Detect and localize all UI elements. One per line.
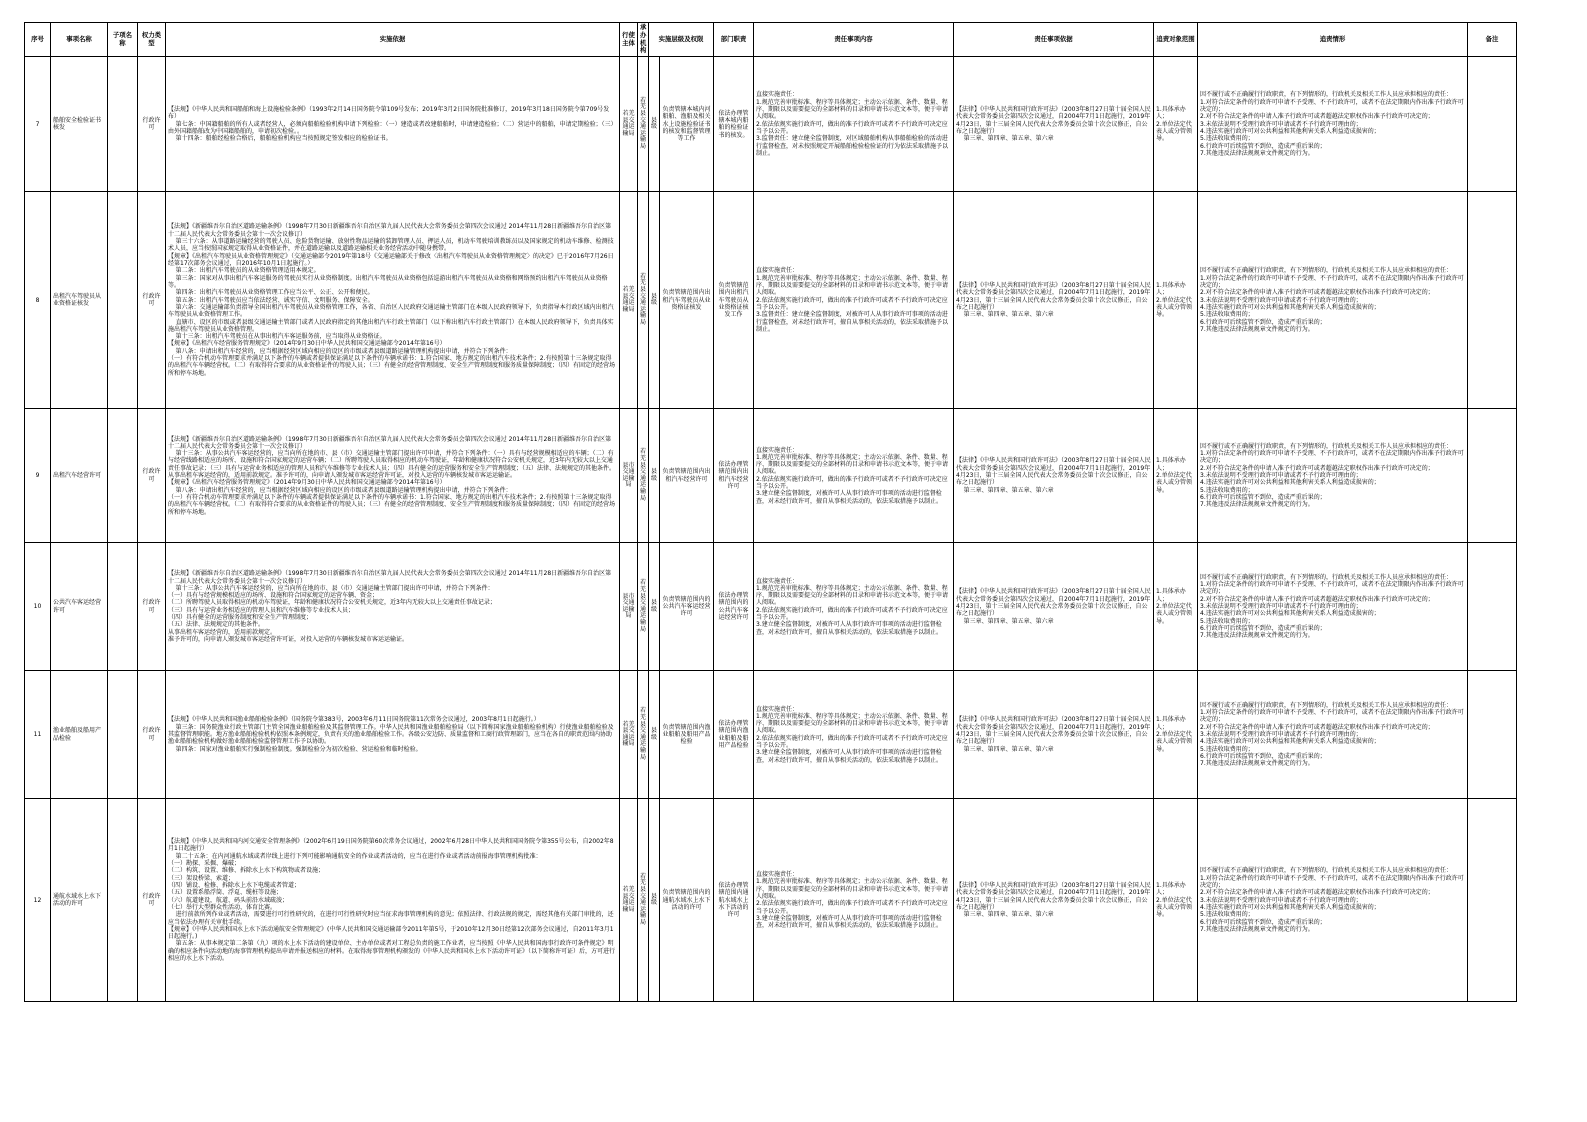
cell-name: 通航水域水上水下活动的许可 [51, 799, 108, 1002]
cell-subname [108, 799, 138, 1002]
cell-basis: 【法规】《中华人民共和国渔业船舶检验条例》（国务院令第383号，2003年6月11日国务院第11次常务会议通过，2003年8月1日起施行。） 第三条：国务院渔业行政主管部门主管全国渔业船舶检验及其监督管理工作。中华人民共和国渔业船舶检验局（以下简称国家渔业船舶检验机构）行使渔业船舶检验及其监督管理职能。地方渔业船舶检验机构依照本条例规定，负责有关的渔业船舶检验工作。各级公安边防、质量监督和工商行政管理部门，应当在各自的职责范围内协助渔业船舶检验机构做好渔业船舶检验监督管理工作予以协助。 第四条：国家对渔业船舶实行强制检验制度。强制检验分为初次检验、营运检验和临时检验。 [166, 671, 620, 799]
cell-name: 出租汽车驾驶员从业资格证核发 [51, 192, 108, 409]
cell-level-desc: 负责管辖范围内出租汽车驾驶员从业资格证核发 [660, 192, 714, 409]
table-row [25, 409, 1517, 543]
cell-level: 县级 [649, 799, 660, 1002]
cell-level-desc: 负责管辖本城内河船舶、渔船及相关水上设施检验证书的核发和监督管理等工作 [660, 57, 714, 192]
cell-basis: 【法规】《新疆维吾尔自治区道路运输条例》（1998年7月30日新疆维吾尔自治区第九届人民代表大会常务委员会第四次会议通过 2014年11月28日新疆维吾尔自治区第十二届人民代表大会常务委员会第十一次会议修订） 第十三条：从事公共汽车客运经营的，应当向所在地的市、县（市）交通运输主管部门提出许可申请，并符合下列条件：（一）具有与经营规模相适应的车辆；（二）有与经营线路相适应的场所、设施和符合国家规定的运营车辆；（二）所聘驾驶人员取得相应的机动车驾驶证，年龄和健康状况符合公安机关规定，近3年内无较大以上交通责任事故记录；（三）具有与运营业务相适应的管理人员和汽车维修等专业技术人员；（四）具有健全的运营服务和安全生产管理制度；（五）法律、法规规定的其他条件。从事出租车客运经营的，适用前款规定。准予许可的，向申请人颁发城市客运经营许可证，对投入运营的车辆核发城市客运运输证。 【规章】《出租汽车经营服务管理规定》（2014年9月30日中华人民共和国交通运输部令2014年第16号） 第八条：申请出租汽车经营的，应当根据经营区域向相应的设区的市级或者县级道路运输管理机构提出申请，并符合下列条件： （一）有符合机动车管理要求并满足以下条件的车辆或者提供保证满足以下条件的车辆承诺书：1.符合国家、地方规定的出租汽车技术条件；2.有按照第十三条规定取得的出租汽车车辆经营权。（二）有取得符合要求的从业资格证件的驾驶人员；（三）有健全的经营管理制度、安全生产管理制度和服务质量保障制度；（四）有固定的经营场所和停车场地。 [166, 409, 620, 543]
cell-level: 县级 [649, 543, 660, 671]
cell-dept-duty: 依法办理管辖范围内出租汽车经营许可 [714, 409, 754, 543]
header-power-type: 权力类型 [138, 23, 166, 57]
header-remark: 备注 [1468, 23, 1517, 57]
cell-resp-basis: 【法律】《中华人民共和国行政许可法》（2003年8月27日第十届全国人民代表大会常务委员会第四次会议通过，自2004年7月1日起施行，2019年4月23日，第十三届全国人民代表大会常务委员会第十次会议修正，自公布之日起施行） 第三章、第四章、第五章、第六章 [954, 57, 1154, 192]
cell-seq: 8 [25, 192, 51, 409]
cell-resp-basis: 【法律】《中华人民共和国行政许可法》（2003年8月27日第十届全国人民代表大会常务委员会第四次会议通过，自2004年7月1日起施行，2019年4月23日，第十三届全国人民代表大会常务委员会第十次会议修正，自公布之日起施行） 第三章、第四章、第五章、第六章 [954, 409, 1154, 543]
responsibility-table [24, 22, 1517, 1002]
cell-subject: 若羌县交通运输局 [620, 799, 638, 1002]
cell-resp-basis: 【法律】《中华人民共和国行政许可法》（2003年8月27日第十届全国人民代表大会常务委员会第四次会议通过，自2004年7月1日起施行，2019年4月23日，第十三届全国人民代表大会常务委员会第十次会议修正，自公布之日起施行） 第三章、第四章、第五章、第六章 [954, 671, 1154, 799]
cell-power-type: 行政许可 [138, 799, 166, 1002]
table-row [25, 799, 1517, 1002]
cell-subject: 县市交通运输局 [620, 543, 638, 671]
cell-name: 渔业船舶及船用产品检验 [51, 671, 108, 799]
cell-seq: 7 [25, 57, 51, 192]
cell-remark [1468, 192, 1517, 409]
cell-power-type: 行政许可 [138, 543, 166, 671]
cell-level: 县级 [649, 57, 660, 192]
cell-subname [108, 57, 138, 192]
cell-resp-basis: 【法律】《中华人民共和国行政许可法》（2003年8月27日第十届全国人民代表大会常务委员会第四次会议通过，自2004年7月1日起施行，2019年4月23日，第十三届全国人民代表大会常务委员会第十次会议修正，自公布之日起施行） 第三章、第四章、第五章、第六章 [954, 192, 1154, 409]
cell-dept-duty: 依法办理管辖范围内的公共汽车客运经营许可 [714, 543, 754, 671]
cell-level: 县级 [649, 671, 660, 799]
header-seq: 序号 [25, 23, 51, 57]
cell-resp-content: 直接实施责任： 1.规范完善审批标准、程序等具体规定；主动公示依据、条件、数量、程序、期限以及需要提交的全部材料的目录和申请书示范文本等，便于申请人阅取。 2.依法依规实施行政许可，做出的准予行政许可或者不予行政许可决定应当予以公开。 3.建立健全监督制度，对被许可人从事行政许可事项的活动进行监督检查，对未经行政许可，擅自从事相关活动的，依法采取措施予以制止。 [754, 543, 954, 671]
cell-org: 若羌县交通运输局 [638, 409, 649, 543]
cell-power-type: 行政许可 [138, 57, 166, 192]
cell-org: 若羌县交通运输局 [638, 57, 649, 192]
cell-basis: 【法规】《新疆维吾尔自治区道路运输条例》（1998年7月30日新疆维吾尔自治区第九届人民代表大会常务委员会第四次会议通过 2014年11月28日新疆维吾尔自治区第十二届人民代表大会常务委员会第十一次会议修订） 第十三条：从事公共汽车客运经营的，应当向所在地的市、县（市）交通运输主管部门提出许可申请，并符合下列条件： （一）具有与经营规模相适应的场所、设施和符合国家规定的运营车辆、资金； （二）所聘驾驶人员取得相应的机动车驾驶证，年龄和健康状况符合公安机关规定，近3年内无较大以上交通责任事故记录； （三）具有与运营业务相适应的管理人员和汽车维修等专业技术人员； （四）具有健全的运营服务制度和安全生产管理制度； （五）法律、法规规定的其他条件。 从事出租车客运经营的，适用前款规定。 准予许可的，向申请人颁发城市客运经营许可证，对投入运营的车辆核发城市客运运输证。 [166, 543, 620, 671]
cell-dept-duty: 依法办理管辖本城内船舶的检验证书的核发。 [714, 57, 754, 192]
header-resp-content: 责任事项内容 [754, 23, 954, 57]
cell-situation: 因不履行或不正确履行行政职责，有下列情形的，行政机关及相关工作人员应承担相应的责任： 1.对符合法定条件的行政许可申请不予受理、不予行政许可，或者不在法定期限内作出准予行政许可决定的； 2.对不符合法定条件的申请人准予行政许可或者超越法定职权作出准予行政许可决定的； 3.未依法说明不受理行政许可申请或者不予行政许可理由的； 4.违法实施行政许可对公共利益和其他利害关系人利益造成损害的； 5.违法收取费用的； 6.行政许可后续监管不到位，造成严重后果的； 7.其他违反法律法规规章文件规定的行为。 [1198, 57, 1468, 192]
header-subname: 子项名称 [108, 23, 138, 57]
cell-situation: 因不履行或不正确履行行政职责，有下列情形的，行政机关及相关工作人员应承担相应的责任： 1.对符合法定条件的行政许可申请不予受理、不予行政许可，或者不在法定期限内作出准予行政许可决定的； 2.对不符合法定条件的申请人准予行政许可或者超越法定职权作出准予行政许可决定的； 3.未依法说明不受理行政许可申请或者不予行政许可理由的； 4.违法实施行政许可对公共利益和其他利害关系人利益造成损害的； 5.违法收取费用的； 6.行政许可后续监管不到位，造成严重后果的； 7.其他违反法律法规规章文件规定的行为。 [1198, 543, 1468, 671]
header-dept-duty: 部门职责 [714, 23, 754, 57]
table-row [25, 192, 1517, 409]
cell-target: 1.具体承办人； 2.单位法定代表人或分管领导。 [1154, 192, 1198, 409]
cell-name: 船舶安全检验证书核发 [51, 57, 108, 192]
cell-subname [108, 671, 138, 799]
cell-situation: 因不履行或不正确履行行政职责，有下列情形的，行政机关及相关工作人员应承担相应的责任： 1.对符合法定条件的行政许可申请不予受理、不予行政许可，或者不在法定期限内作出准予行政许可决定的； 2.对不符合法定条件的申请人准予行政许可或者超越法定职权作出准予行政许可决定的； 3.未依法说明不受理行政许可申请或者不予行政许可理由的； 4.违法实施行政许可对公共利益和其他利害关系人利益造成损害的； 5.违法收取费用的； 6.行政许可后续监管不到位，造成严重后果的； 7.其他违反法律法规规章文件规定的行为。 [1198, 799, 1468, 1002]
cell-name: 出租汽车经营许可 [51, 409, 108, 543]
table-row [25, 543, 1517, 671]
cell-basis: 【法规】《中华人民共和国船舶和海上设施检验条例》（1993年2月14日国务院令第109号发布；2019年3月2日国务院批准修订，2019年3月18日国务院令第709号发布） 第七条：中国籍船舶的所有人或者经营人，必须向船舶检验机构申请下列检验：（一）建造或者改建船舶时，申请建造检验；（二）营运中的船舶，申请定期检验；（三）由外国籍船舶改为中国籍船舶的，申请初次检验。。 第十四条：船舶经检验合格后，船舶检验机构应当按照规定签发相应的检验证书。 [166, 57, 620, 192]
cell-target: 1.具体承办人； 2.单位法定代表人或分管领导。 [1154, 671, 1198, 799]
cell-situation: 因不履行或不正确履行行政职责，有下列情形的，行政机关及相关工作人员应承担相应的责任： 1.对符合法定条件的行政许可申请不予受理、不予行政许可，或者不在法定期限内作出准予行政许可决定的； 2.对不符合法定条件的申请人准予行政许可或者超越法定职权作出准予行政许可决定的； 3.未依法说明不受理行政许可申请或者不予行政许可理由的； 4.违法实施行政许可对公共利益和其他利害关系人利益造成损害的； 5.违法收取费用的； 6.行政许可后续监管不到位，造成严重后果的； 7.其他违反法律法规规章文件规定的行为。 [1198, 192, 1468, 409]
cell-remark [1468, 57, 1517, 192]
cell-resp-basis: 【法律】《中华人民共和国行政许可法》（2003年8月27日第十届全国人民代表大会常务委员会第四次会议通过，自2004年7月1日起施行，2019年4月23日，第十三届全国人民代表大会常务委员会第十次会议修正，自公布之日起施行） 第三章、第四章、第五章、第六章 [954, 799, 1154, 1002]
cell-level-desc: 负责管辖范围内的通航水域水上水下活动的许可 [660, 799, 714, 1002]
cell-resp-content: 直接实施责任： 1.规范完善审批标准、程序等具体规定；主动公示依据、条件、数量、程序、期限以及需要提交的全部材料的目录和申请书示范文本等，便于申请人阅取。 2.依法依规实施行政许可，做出的准予行政许可或者不予行政许可决定应当予以公开。 3.建立健全监督制度，对被许可人从事行政许可事项的活动进行监督检查，对未经行政许可，擅自从事相关活动的，依法采取措施予以制止。 [754, 799, 954, 1002]
cell-situation: 因不履行或不正确履行行政职责，有下列情形的，行政机关及相关工作人员应承担相应的责任： 1.对符合法定条件的行政许可申请不予受理、不予行政许可，或者不在法定期限内作出准予行政许可决定的； 2.对不符合法定条件的申请人准予行政许可或者超越法定职权作出准予行政许可决定的； 3.未依法说明不受理行政许可申请或者不予行政许可理由的； 4.违法实施行政许可对公共利益和其他利害关系人利益造成损害的； 5.违法收取费用的； 6.行政许可后续监管不到位，造成严重后果的； 7.其他违反法律法规规章文件规定的行为。 [1198, 671, 1468, 799]
cell-seq: 11 [25, 671, 51, 799]
header-target: 追责对象范围 [1154, 23, 1198, 57]
cell-level-desc: 负责管辖范围内的公共汽车客运经营许可 [660, 543, 714, 671]
header-name: 事项名称 [51, 23, 108, 57]
cell-seq: 10 [25, 543, 51, 671]
cell-subject: 若羌县交通运输局 [620, 192, 638, 409]
cell-subname [108, 192, 138, 409]
cell-level: 县级 [649, 409, 660, 543]
cell-level-desc: 负责管辖范围内渔业船舶及船用产品检验 [660, 671, 714, 799]
cell-org: 若羌县交通运输局 [638, 671, 649, 799]
header-resp-basis: 责任事项依据 [954, 23, 1154, 57]
header-org: 承办机构 [638, 23, 649, 57]
cell-power-type: 行政许可 [138, 192, 166, 409]
cell-resp-basis: 【法律】《中华人民共和国行政许可法》（2003年8月27日第十届全国人民代表大会常务委员会第四次会议通过，自2004年7月1日起施行，2019年4月23日，第十三届全国人民代表大会常务委员会第十次会议修正，自公布之日起施行） 第三章、第四章、第五章、第六章 [954, 543, 1154, 671]
cell-org: 若羌县交通运输局 [638, 543, 649, 671]
cell-org: 若羌县交通运输局 [638, 192, 649, 409]
cell-level: 县级 [649, 192, 660, 409]
header-row [25, 23, 1517, 57]
cell-seq: 12 [25, 799, 51, 1002]
cell-target: 1.具体承办人； 2.单位法定代表人或分管领导。 [1154, 799, 1198, 1002]
cell-resp-content: 直接实施责任： 1.规范完善审批标准、程序等具体规定；主动公示依据、条件、数量、程序、期限以及需要提交的全部材料的目录和申请书示范文本等，便于申请人阅取。 2.依法依规实施行政许可，做出的准予行政许可或者不予行政许可决定应当予以公开。 3.建立健全监督制度，对被许可人从事行政许可事项的活动进行监督检查，对未经行政许可，擅自从事相关活动的，依法采取措施予以制止。 [754, 671, 954, 799]
cell-remark [1468, 409, 1517, 543]
cell-seq: 9 [25, 409, 51, 543]
cell-dept-duty: 依法办理管辖范围内通航水域水上水下活动的许可 [714, 799, 754, 1002]
cell-name: 公共汽车客运经营许可 [51, 543, 108, 671]
cell-level-desc: 负责管辖范围内出租汽车经营许可 [660, 409, 714, 543]
cell-power-type: 行政许可 [138, 671, 166, 799]
cell-subname [108, 409, 138, 543]
cell-resp-content: 直接实施责任： 1.规范完善审批标准、程序等具体规定；主动公示依据、条件、数量、程序、期限以及需要提交的全部材料的目录和申请书示范文本等，便于申请人阅取。 2.依法依规实施行政许可，做出的准予行政许可或者不予行政许可决定应当予以公开。 3.监督责任：建立健全监督制度，对区域船舶机构从事船舶检验的活动进行监督检查，对未按照规定开展船舶检验检验证的行为依法采取措施予以制止。 [754, 57, 954, 192]
cell-subject: 县市交通运输局 [620, 409, 638, 543]
table-row [25, 57, 1517, 192]
cell-subject: 若羌县交通运输局 [620, 57, 638, 192]
table-row [25, 671, 1517, 799]
cell-target: 1.具体承办人； 2.单位法定代表人或分管领导。 [1154, 543, 1198, 671]
cell-subname [108, 543, 138, 671]
header-subject: 行使主体 [620, 23, 638, 57]
cell-dept-duty: 负责管辖范围内出租汽车驾驶员从业资格证核发工作 [714, 192, 754, 409]
header-level: 实施层级及权限 [649, 23, 714, 57]
cell-remark [1468, 671, 1517, 799]
cell-basis: 【法规】《新疆维吾尔自治区道路运输条例》（1998年7月30日新疆维吾尔自治区第九届人民代表大会常务委员会第四次会议通过 2014年11月28日新疆维吾尔自治区第十二届人民代表大会常务委员会第十一次会议修订） 第三十六条：从事道路运输经营的驾驶人员、危险货物运输、放射性物品运输的装卸管理人员、押运人员，机动车驾驶培训教练员以及国家规定的机动车维修、检测技术人员，应当按照国家规定取得从业资格证件，并在道路运输以及道路运输相关业务经营活动中随身携带。 【规章】《出租汽车驾驶员从业资格管理规定》（交通运输部令2019年第18号《交通运输部关于修改〈出租汽车驾驶员从业资格管理规定〉的决定》已于2016年7月26日经第17次部务会议通过，自2016年10月1日起施行。） 第二条：出租汽车驾驶员的从业资格管理适用本规定。 第三条：国家对从事出租汽车客运服务的驾驶员实行从业资格制度。出租汽车驾驶员从业资格包括巡游出租汽车驾驶员从业资格和网络预约出租汽车驾驶员从业资格等。 第四条：出租汽车驾驶员从业资格管理工作应当公平、公正、公开和便民。 第五条：出租汽车驾驶员应当依法经营、诚实守信、文明服务、保障安全。 第六条：交通运输部负责指导全国出租汽车驾驶员从业资格管理工作，各省、自治区人民政府交通运输主管部门在本级人民政府领导下，负责指导本行政区域内出租汽车驾驶员从业资格管理工作。 直辖市、设区的市级或者县级交通运输主管部门或者人民政府指定的其他出租汽车行政主管部门（以下称出租汽车行政主管部门）在本级人民政府领导下，负责具体实施出租汽车驾驶员从业资格管理。 第十三条：出租汽车驾驶员在从事出租汽车客运服务前，应当取得从业资格证。 【规章】《出租汽车经营服务管理规定》（2014年9月30日中华人民共和国交通运输部令2014年第16号） 第八条：申请出租汽车经营的，应当根据经营区域向相应的设区的市级或者县级道路运输管理机构提出申请，并符合下列条件： （一）有符合机动车管理要求并满足以下条件的车辆或者提供保证满足以下条件的车辆承诺书：1.符合国家、地方规定的出租汽车技术条件；2.有按照第十三条规定取得的出租汽车车辆经营权。（二）有取得符合要求的从业资格证件的驾驶人员；（三）有健全的经营管理制度、安全生产管理制度和服务质量保障制度；（四）有固定的经营场所和停车场地。 [166, 192, 620, 409]
cell-basis: 【法规】《中华人民共和国内河交通安全管理条例》（2002年6月19日国务院第60次常务会议通过，2002年6月28日中华人民共和国国务院令第355号公布，自2002年8月1日起施行） 第二十五条：在内河通航水域或者岸线上进行下列可能影响通航安全的作业或者活动的，应当在进行作业或者活动前报海事管理机构批准： （一）勘探、采掘、爆破； （二）构筑、设置、维修、拆除水上水下构筑物或者设施； （三）架设桥梁、索道； （四）铺设、检修、拆除水上水下电缆或者管道； （五）设置系船浮筒、浮趸、缆桩等设施； （六）航道建设，航道、码头前沿水域疏浚； （七）举行大型群众性活动、体育比赛。 进行前款所列作业或者活动，需要进行可行性研究的，在进行可行性研究时应当征求海事管理机构的意见；依照法律、行政法规的规定，需经其他有关部门审批的，还应当依法办理有关审批手续。 【规章】《中华人民共和国水上水下活动通航安全管理规定》(中华人民共和国交通运输部令2011年第5号，于2010年12月30日经第12次部务会议通过，自2011年3月1日起施行。) 第五条：从事本规定第二条第（九）项的水上水下活动的建设单位、主办单位或者对工程总负责的施工作业者，应当按照《中华人民共和国海事行政许可条件规定》明确的相应条件向活动地的海事管理机构提出申请并报送相应的材料。在取得海事管理机构颁发的《中华人民共和国水上水下活动许可证》（以下简称许可证）后，方可进行相应的水上水下活动。 [166, 799, 620, 1002]
cell-subject: 若羌县交通运输局 [620, 671, 638, 799]
cell-remark [1468, 543, 1517, 671]
cell-resp-content: 直接实施责任： 1.规范完善审批标准、程序等具体规定；主动公示依据、条件、数量、程序、期限以及需要提交的全部材料的目录和申请书示范文本等，便于申请人阅取。 2.依法依规实施行政许可，做出的准予行政许可或者不予行政许可决定应当予以公开。 3.监督责任：建立健全监督制度，对被许可人从事行政许可事项的活动进行监督检查，对未经行政许可，擅自从事相关活动的，依法采取措施予以制止。 [754, 192, 954, 409]
cell-power-type: 行政许可 [138, 409, 166, 543]
cell-target: 1.具体承办人； 2.单位法定代表人或分管领导。 [1154, 409, 1198, 543]
cell-remark [1468, 799, 1517, 1002]
header-situation: 追责情形 [1198, 23, 1468, 57]
cell-situation: 因不履行或不正确履行行政职责，有下列情形的，行政机关及相关工作人员应承担相应的责任： 1.对符合法定条件的行政许可申请不予受理、不予行政许可，或者不在法定期限内作出准予行政许可决定的； 2.对不符合法定条件的申请人准予行政许可或者超越法定职权作出准予行政许可决定的； 3.未依法说明不受理行政许可申请或者不予行政许可理由的； 4.违法实施行政许可对公共利益和其他利害关系人利益造成损害的； 5.违法收取费用的； 6.行政许可后续监管不到位，造成严重后果的； 7.其他违反法律法规规章文件规定的行为。 [1198, 409, 1468, 543]
cell-target: 1.具体承办人； 2.单位法定代表人或分管领导。 [1154, 57, 1198, 192]
cell-dept-duty: 依法办理管辖范围内渔业船舶及船用产品检验 [714, 671, 754, 799]
header-basis: 实施依据 [166, 23, 620, 57]
cell-resp-content: 直接实施责任： 1.规范完善审批标准、程序等具体规定；主动公示依据、条件、数量、程序、期限以及需要提交的全部材料的目录和申请书示范文本等，便于申请人阅取。 2.依法依规实施行政许可，做出的准予行政许可或者不予行政许可决定应当予以公开。 3.建立健全监督制度，对被许可人从事行政许可事项的活动进行监督检查，对未经行政许可，擅自从事相关活动的，依法采取措施予以制止。 [754, 409, 954, 543]
cell-org: 若羌县交通运输局 [638, 799, 649, 1002]
